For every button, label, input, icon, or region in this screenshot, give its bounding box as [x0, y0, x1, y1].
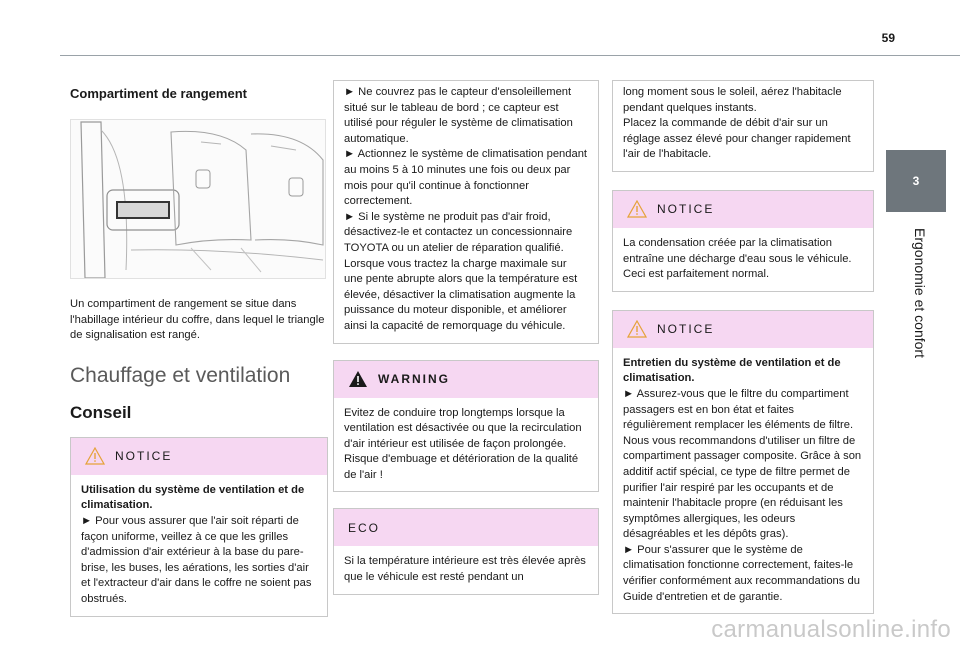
warning-header [334, 361, 598, 398]
column-3 [612, 80, 874, 614]
notice-header-condensation [613, 191, 873, 228]
column-1 [70, 80, 328, 617]
notice-label: NOTICE [657, 202, 715, 217]
warning-body: Evitez de conduire trop longtemps lorsque la ventilation est désactivée ou que la recirculation d'air intérieur est utilisée de façon prolongée. Risque d'embuage et détérioration de la qualité de l'air ! [344, 406, 582, 481]
section-title: Compartiment de rangement [70, 86, 247, 101]
watermark: carmanualsonline.info [711, 616, 951, 643]
notice-box-maintenance [612, 310, 874, 615]
eco-body: Si la température intérieure est très élevée après que le véhicule est resté pendant un [344, 555, 586, 584]
notice-label: NOTICE [115, 449, 173, 464]
notice-header-maintenance [613, 311, 873, 348]
caution-triangle-icon [627, 200, 647, 218]
chapter-side-title: Ergonomie et confort [912, 228, 928, 358]
notice-box [70, 437, 328, 617]
notice-text: ► Pour vous assurer que l'air soit réparti de façon uniforme, veillez à ce que les grilles d'admission d'air extérieur à la base du pare-brise, les buses, les aérations, les sorties d'air et l'extracteur d'air dans le coffre ne soient pas obstrués. [81, 514, 312, 605]
warning-box [333, 360, 599, 493]
caution-triangle-icon [627, 320, 647, 338]
eco-box [333, 508, 599, 594]
notice-header [71, 438, 327, 475]
header-rule [60, 55, 960, 56]
subheading: Conseil [70, 402, 132, 422]
continued-eco-box [612, 80, 874, 172]
notice-maintenance-bold: Entretien du système de ventilation et de climatisation. [623, 356, 841, 385]
notice-bold-text: Utilisation du système de ventilation et de climatisation. [81, 483, 305, 512]
warning-triangle-icon [348, 370, 368, 388]
trunk-illustration [71, 120, 325, 278]
notice-body [71, 475, 327, 616]
continued-eco-text: long moment sous le soleil, aérez l'habitacle pendant quelques instants. Placez la commande de débit d'air sur un réglage assez élevé pour changer rapidement l'air de l'habitacle. [623, 86, 851, 161]
storage-compartment-figure [70, 119, 326, 279]
eco-label: ECO [348, 520, 381, 535]
continued-text: ► Ne couvrez pas le capteur d'ensoleillement situé sur le tableau de bord ; ce capteur est utilisé pour réguler le système de climatisation automatique. ► Actionnez le système de climatisation pendant au moins 5 à 10 minutes une fois ou deux par mois pour qu'il continue à fonctionner correctement. ► Si le système ne produit pas d'air froid, désactivez-le et contactez un concessionnaire TOYOTA ou un atelier de réparation qualifié. Lorsque vous tractez la charge maximale sur une pente abrupte alors que la température est élevée, désactiver la climatisation augmente la puissance du moteur disponible, et améliorer ainsi la capacité de remorquage du véhicule. [344, 86, 588, 332]
chapter-tab[interactable]: 3 [886, 150, 946, 212]
page-number: 59 [881, 31, 895, 45]
column-2 [333, 80, 599, 595]
notice-condensation-text: La condensation créée par la climatisation entraîne une décharge d'eau sous le véhicule. Ceci est parfaitement normal. [623, 236, 852, 281]
figure-caption: Un compartiment de rangement se situe dans l'habillage intérieur du coffre, dans lequel le triangle de signalisation est rangé. [70, 298, 325, 342]
eco-header [334, 509, 598, 546]
notice-box-condensation [612, 190, 874, 292]
continued-notice-box [333, 80, 599, 344]
warning-label: WARNING [378, 372, 450, 386]
chapter-heading: Chauffage et ventilation [70, 363, 291, 387]
notice-label: NOTICE [657, 322, 715, 337]
caution-triangle-icon [85, 447, 105, 465]
notice-maintenance-text: ► Assurez-vous que le filtre du compartiment passagers est en bon état et faites régulièrement remplacer les éléments de filtre. Nous vous recommandons d'utiliser un filtre de compartiment passager composite. Grâce à son additif actif spécial, ce type de filtre permet de purifier l'air respiré par les occupants et de maintenir l'habitacle propre (en réduisant les symptômes allergiques, les odeurs désagréables et les dépôts gras). ► Pour s'assurer que le système de climatisation fonctionne correctement, faites-le vérifier conformément aux recommandations du Guide d'entretien et de garantie. [623, 387, 862, 603]
notice-maintenance-body [613, 348, 873, 614]
